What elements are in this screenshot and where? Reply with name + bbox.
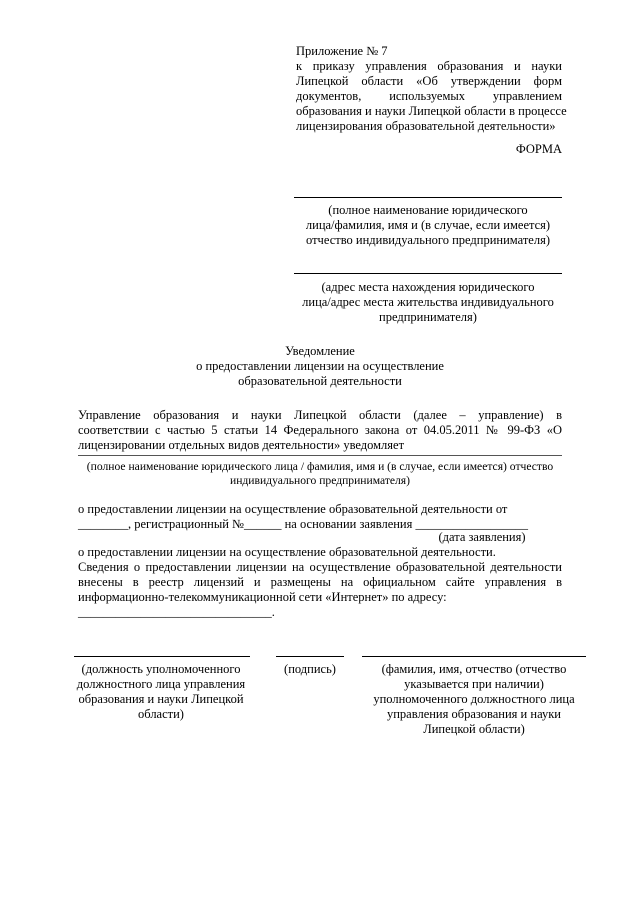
appendix-line: лицензирования образовательной деятельности» (296, 119, 556, 133)
licensee-line (78, 455, 562, 456)
appendix-line: к приказу управления образования и науки (296, 59, 562, 73)
addressee-name-line (294, 197, 562, 198)
application-date-caption: (дата заявления) (438, 530, 526, 544)
full-name-caption: (фамилия, имя, отчество (отчество указывается при наличии) уполномоченного должностного лица управления образования и науки Липецкой области) (373, 662, 575, 736)
licensee-caption: (полное наименование юридического лица / фамилия, имя и (в случае, если имеется) отчество индивидуального предпринимателя) (86, 460, 554, 487)
grant-paragraph: о предоставлении лицензии на осуществление образовательной деятельности от ________, регистрационный №______ на основании заявления __________________ (78, 502, 528, 531)
appendix-title: Приложение № 7 (296, 44, 388, 58)
grant-final-line: о предоставлении лицензии на осуществление образовательной деятельности. (78, 545, 496, 559)
appendix-line: образования и науки Липецкой области в процессе (296, 104, 567, 118)
full-name-line (362, 656, 586, 657)
appendix-block (296, 44, 567, 134)
addressee-address-caption: (адрес места нахождения юридического лица/адрес места жительства индивидуального предпринимателя) (302, 280, 554, 324)
form-label: ФОРМА (515, 142, 562, 156)
addressee-name-caption: (полное наименование юридического лица/фамилия, имя и (в случае, если имеется) отчество индивидуального предпринимателя) (305, 203, 551, 247)
addressee-address-line (294, 273, 562, 274)
signature-caption: (подпись) (284, 662, 336, 676)
notice-title-block: Уведомление о предоставлении лицензии на осуществление образовательной деятельности (180, 344, 460, 389)
registry-paragraph: Сведения о предоставлении лицензии на осуществление образовательной деятельности внесены в реестр лицензий и размещены на официальном сайте управления в информационно-телекоммуникационной сети «Интернет» по адресу: _______________________________. (78, 560, 562, 619)
signature-line (276, 656, 344, 657)
appendix-line: документов, используемых управлением (296, 89, 562, 103)
position-line (74, 656, 250, 657)
position-caption: (должность уполномоченного должностного лица управления образования и науки Липецкой области) (76, 662, 246, 721)
notice-heading: Уведомление (285, 344, 355, 358)
intro-paragraph: Управление образования и науки Липецкой области (далее – управление) в соответствии с частью 5 статьи 14 Федерального закона от 04.05.2011 № 99-ФЗ «О лицензировании отдельных видов деятельности» уведомляет (78, 408, 562, 452)
appendix-line: Липецкой области «Об утверждении форм (296, 74, 562, 88)
